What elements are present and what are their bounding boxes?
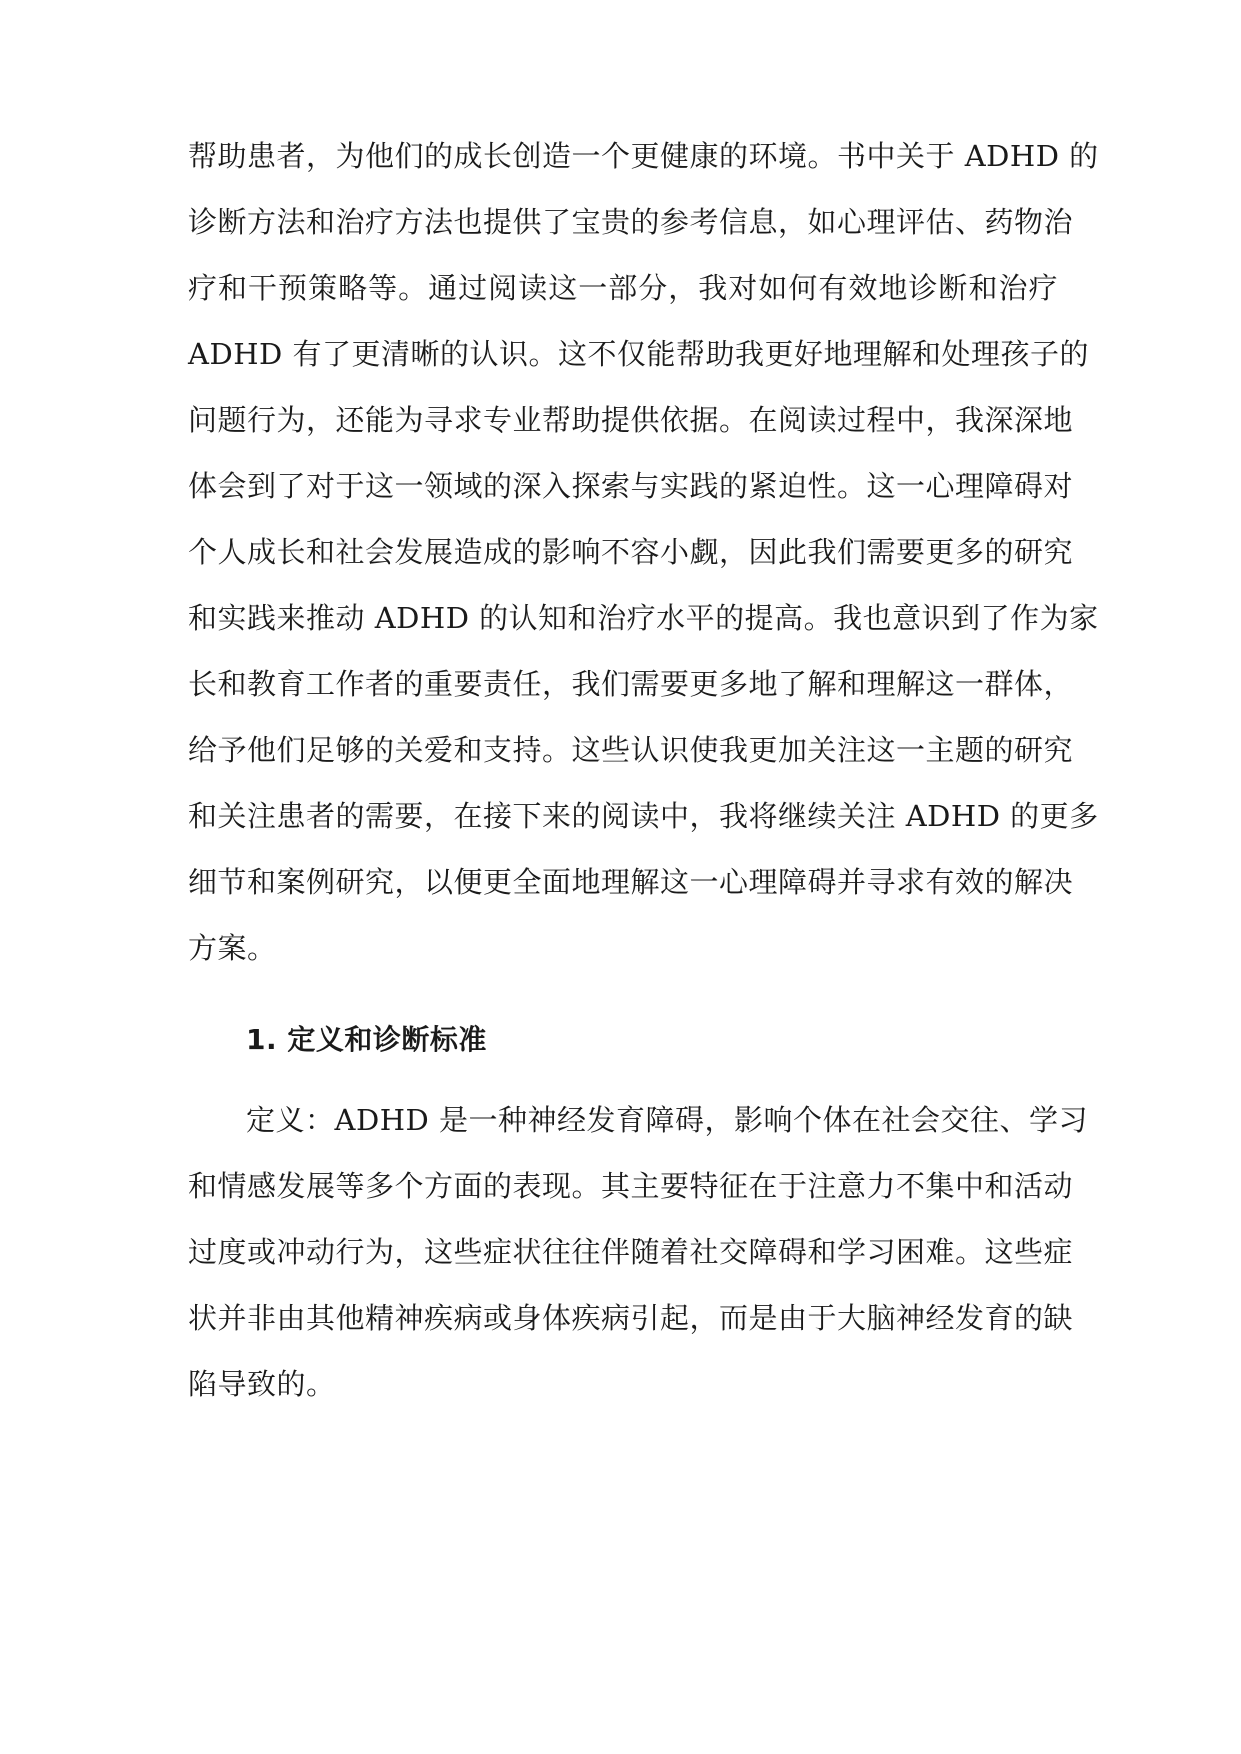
paragraph-line: 陷导致的。: [188, 1367, 336, 1401]
paragraph-line: 细节和案例研究，以便更全面地理解这一心理障碍并寻求有效的解决: [188, 865, 1074, 899]
paragraph-line: ADHD 有了更清晰的认识。这不仅能帮助我更好地理解和处理孩子的: [188, 337, 1089, 371]
paragraph-line: 帮助患者，为他们的成长创造一个更健康的环境。书中关于 ADHD 的: [188, 139, 1099, 173]
paragraph-line: 个人成长和社会发展造成的影响不容小觑，因此我们需要更多的研究: [188, 535, 1074, 569]
paragraph-line: 问题行为，还能为寻求专业帮助提供依据。在阅读过程中，我深深地: [188, 403, 1074, 437]
paragraph-line: 长和教育工作者的重要责任，我们需要更多地了解和理解这一群体，: [188, 667, 1074, 701]
paragraph-line: 疗和干预策略等。通过阅读这一部分，我对如何有效地诊断和治疗: [188, 271, 1058, 305]
paragraph-line: 诊断方法和治疗方法也提供了宝贵的参考信息，如心理评估、药物治: [188, 205, 1074, 239]
paragraph-line: 状并非由其他精神疾病或身体疾病引起，而是由于大脑神经发育的缺: [188, 1301, 1074, 1335]
paragraph-line: 定义：ADHD 是一种神经发育障碍，影响个体在社会交往、学习: [246, 1103, 1088, 1137]
paragraph-line: 体会到了对于这一领域的深入探索与实践的紧迫性。这一心理障碍对: [188, 469, 1074, 503]
section-heading: 1. 定义和诊断标准: [246, 1023, 487, 1056]
paragraph-line: 和关注患者的需要，在接下来的阅读中，我将继续关注 ADHD 的更多: [188, 799, 1099, 833]
paragraph-line: 过度或冲动行为，这些症状往往伴随着社交障碍和学习困难。这些症: [188, 1235, 1074, 1269]
paragraph-line: 和情感发展等多个方面的表现。其主要特征在于注意力不集中和活动: [188, 1169, 1074, 1203]
paragraph-line: 和实践来推动 ADHD 的认知和治疗水平的提高。我也意识到了作为家: [188, 601, 1099, 635]
paragraph-line: 方案。: [188, 931, 277, 965]
paragraph-line: 给予他们足够的关爱和支持。这些认识使我更加关注这一主题的研究: [188, 733, 1074, 767]
